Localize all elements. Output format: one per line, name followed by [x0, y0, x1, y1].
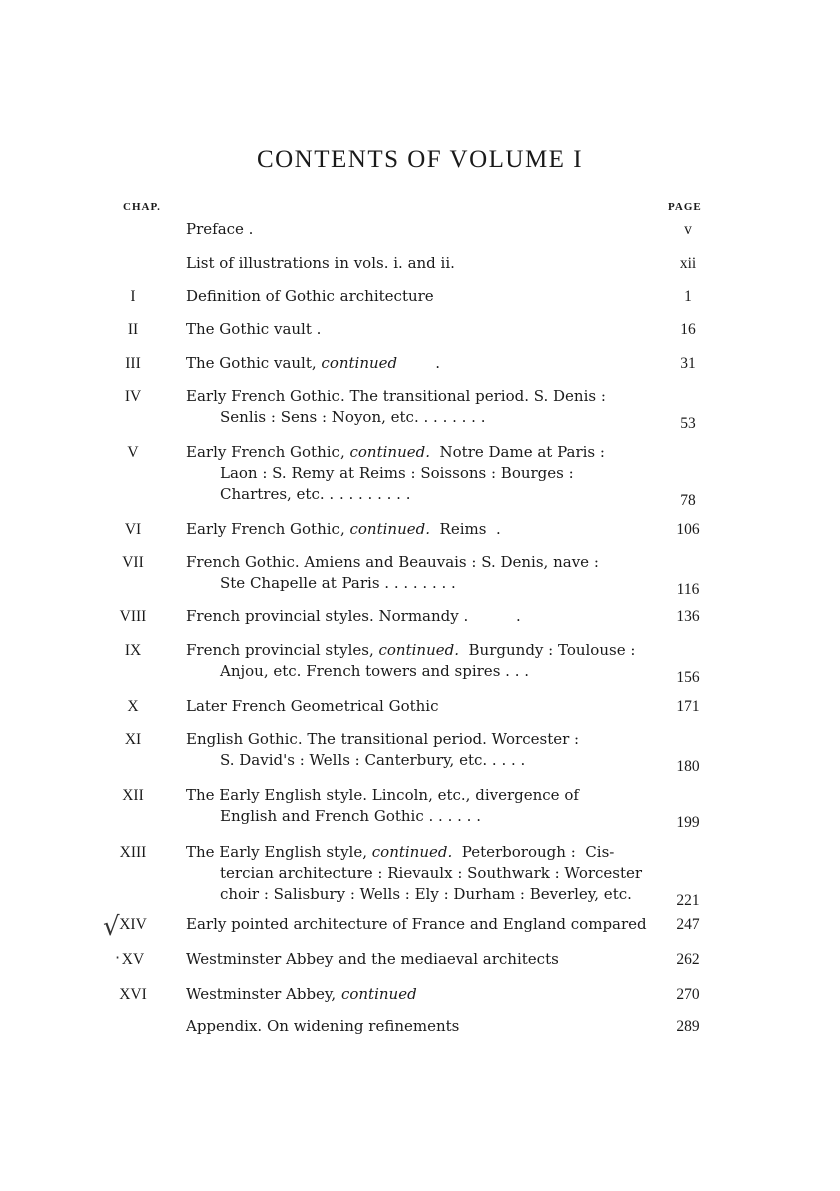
- title-line: [186, 949, 656, 970]
- page-number: 16: [680, 321, 696, 338]
- chapter-number: VIII: [119, 608, 147, 625]
- title-text: Early French Gothic,: [186, 443, 350, 461]
- page-number: 171: [676, 698, 700, 715]
- title-text: Later French Geometrical Gothic: [186, 697, 439, 715]
- handwritten-dot-mark: ·: [115, 948, 121, 967]
- chapter-number: IX: [124, 642, 142, 659]
- chapter-title: [186, 319, 656, 340]
- title-line: [186, 319, 656, 340]
- title-after: .: [468, 607, 521, 625]
- title-text: Early pointed architecture of France and England compared: [186, 915, 647, 933]
- page-number: 247: [676, 916, 700, 933]
- title-line: [186, 863, 656, 884]
- title-text: The Early English style,: [186, 843, 372, 861]
- chapter-title: [186, 949, 656, 970]
- title-text: English and French Gothic . . . . . .: [220, 807, 481, 825]
- page-number: 262: [676, 951, 700, 968]
- chapter-number: IV: [124, 388, 142, 405]
- page-number: 289: [676, 1018, 700, 1035]
- title-text: Laon : S. Remy at Reims : Soissons : Bourges :: [220, 464, 574, 482]
- title-text: Ste Chapelle at Paris . . . . . . . .: [220, 574, 456, 592]
- chapter-number: XV: [121, 951, 145, 968]
- title-after: Burgundy : Toulouse :: [459, 641, 636, 659]
- title-italic: continued: [321, 354, 398, 372]
- page-number: 199: [676, 814, 700, 831]
- title-text: Preface .: [186, 220, 254, 238]
- chapter-title: [186, 253, 656, 274]
- title-line: [186, 640, 656, 661]
- title-line: [186, 573, 656, 594]
- title-text: Chartres, etc. . . . . . . . . .: [220, 485, 411, 503]
- title-text: French provincial styles,: [186, 641, 379, 659]
- title-line: [186, 984, 656, 1005]
- page-number: 1: [684, 288, 692, 305]
- title-line: [186, 253, 656, 274]
- title-line: [186, 442, 656, 463]
- chapter-number: V: [127, 444, 139, 461]
- title-text: Westminster Abbey,: [186, 985, 341, 1003]
- title-line: [186, 552, 656, 573]
- title-line: [186, 696, 656, 717]
- chapter-number: XIV: [119, 916, 147, 933]
- title-text: choir : Salisbury : Wells : Ely : Durham : Beverley, etc.: [220, 885, 632, 903]
- page-number: xii: [679, 255, 697, 272]
- page-number: 136: [676, 608, 700, 625]
- title-italic: continued.: [349, 443, 430, 461]
- chapter-title: [186, 606, 656, 627]
- title-text: The Gothic vault .: [186, 320, 322, 338]
- chapter-title: [186, 286, 656, 307]
- title-italic: continued: [340, 985, 417, 1003]
- chapter-title: [186, 519, 656, 540]
- title-line: [186, 914, 656, 935]
- title-line: [186, 286, 656, 307]
- chapter-title: [186, 353, 656, 374]
- page-column-header: PAGE: [668, 201, 702, 213]
- chapter-title: [186, 219, 656, 240]
- title-line: [186, 407, 656, 428]
- title-line: [186, 729, 656, 750]
- title-line: [186, 1016, 656, 1037]
- title-italic: continued.: [371, 843, 453, 861]
- chapter-number: VI: [124, 521, 142, 538]
- page-number: 31: [680, 355, 696, 372]
- title-text: tercian architecture : Rievaulx : Southwark : Worcester: [220, 864, 643, 882]
- chapter-number: I: [130, 288, 136, 305]
- title-text: Westminster Abbey and the mediaeval architects: [186, 950, 559, 968]
- title-line: [186, 386, 656, 407]
- chapter-title: [186, 696, 656, 717]
- chapter-title: [186, 729, 656, 771]
- title-line: [186, 353, 656, 374]
- chapter-number: XII: [122, 787, 144, 804]
- title-line: [186, 806, 656, 827]
- title-italic: continued.: [349, 520, 430, 538]
- title-text: S. David's : Wells : Canterbury, etc. . . . .: [220, 751, 526, 769]
- title-text: Early French Gothic. The transitional period. S. Denis :: [186, 387, 606, 405]
- chapter-title: [186, 552, 656, 594]
- title-line: [186, 484, 656, 505]
- title-after: Notre Dame at Paris :: [429, 443, 605, 461]
- title-after: .: [397, 354, 441, 372]
- title-text: Anjou, etc. French towers and spires . . .: [220, 662, 529, 680]
- page-number: 156: [676, 669, 700, 686]
- title-line: [186, 463, 656, 484]
- title-text: English Gothic. The transitional period. Worcester :: [186, 730, 580, 748]
- page-number: v: [684, 221, 692, 238]
- title-line: [186, 884, 656, 905]
- title-line: [186, 519, 656, 540]
- chapter-number: VII: [122, 554, 144, 571]
- title-text: List of illustrations in vols. i. and ii.: [186, 254, 455, 272]
- title-text: Appendix. On widening refinements: [186, 1017, 460, 1035]
- title-line: [186, 750, 656, 771]
- chapter-title: [186, 386, 656, 428]
- page-number: 53: [680, 415, 696, 432]
- page-title: CONTENTS OF VOLUME I: [256, 146, 584, 173]
- chapter-title: [186, 914, 656, 935]
- chapter-title: [186, 785, 656, 827]
- title-text: The Early English style. Lincoln, etc., divergence of: [186, 786, 579, 804]
- chapter-number: XVI: [119, 986, 147, 1003]
- title-after: Peterborough : Cis-: [452, 843, 615, 861]
- title-text: Definition of Gothic architecture: [186, 287, 434, 305]
- chapter-number: II: [127, 321, 139, 338]
- chapter-title: [186, 842, 656, 905]
- chapter-number: XI: [124, 731, 142, 748]
- chapter-title: [186, 984, 656, 1005]
- title-line: [186, 661, 656, 682]
- page-number: 221: [676, 892, 700, 909]
- chapter-number: III: [125, 355, 141, 372]
- title-line: [186, 606, 656, 627]
- page-number: 116: [676, 581, 700, 598]
- chapter-title: [186, 442, 656, 505]
- chapter-number: X: [127, 698, 139, 715]
- title-text: Early French Gothic,: [186, 520, 350, 538]
- chap-column-header: CHAP.: [123, 201, 161, 213]
- chapter-title: [186, 640, 656, 682]
- title-line: [186, 219, 656, 240]
- title-text: French provincial styles. Normandy .: [186, 607, 469, 625]
- title-text: Senlis : Sens : Noyon, etc. . . . . . . .: [220, 408, 486, 426]
- title-text: French Gothic. Amiens and Beauvais : S. Denis, nave :: [186, 553, 599, 571]
- page-number: 180: [676, 758, 700, 775]
- title-line: [186, 842, 656, 863]
- title-after: Reims .: [429, 520, 501, 538]
- page-number: 106: [676, 521, 700, 538]
- chapter-number: XIII: [119, 844, 147, 861]
- page-number: 270: [676, 986, 700, 1003]
- title-line: [186, 785, 656, 806]
- chapter-title: [186, 1016, 656, 1037]
- title-text: The Gothic vault,: [186, 354, 322, 372]
- page-number: 78: [680, 492, 696, 509]
- handwritten-check-mark: √: [103, 912, 120, 942]
- title-italic: continued.: [378, 641, 459, 659]
